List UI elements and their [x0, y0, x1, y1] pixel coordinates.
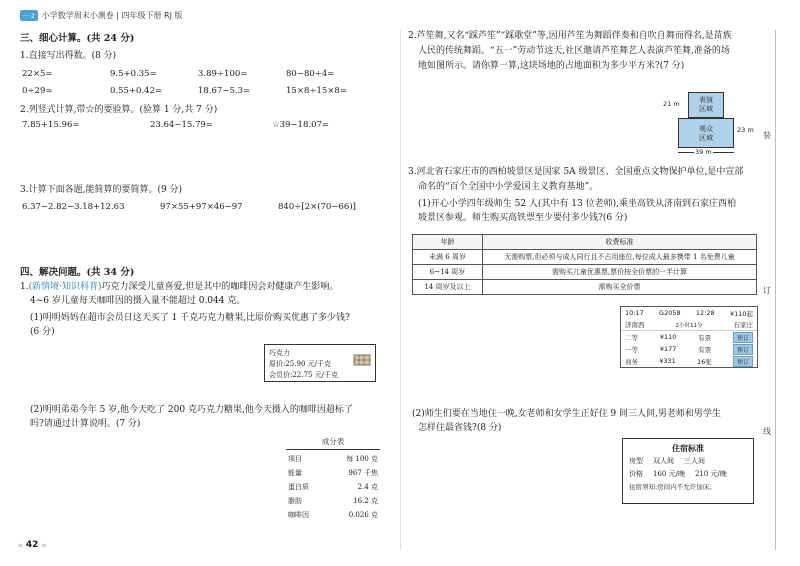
q1-item: 22×5= — [22, 69, 53, 79]
fee-age: 14 周岁及以上 — [413, 280, 483, 295]
stage-diagram — [660, 82, 760, 162]
fee-age: 未满 6 周岁 — [413, 250, 483, 265]
ticket-class-status: 有票 — [698, 345, 712, 354]
lodging-row-room — [629, 455, 747, 468]
nutrition-key: 蛋白质 — [288, 483, 309, 491]
ticket-class-status: 16张 — [696, 357, 712, 366]
q1-item: 3.89÷100= — [198, 69, 248, 79]
problem-3-line-2: 命名的“百个全国中小学爱国主义教育基地”。 — [418, 182, 599, 192]
nutrition-value: 2.4 克 — [357, 483, 378, 491]
column-divider — [400, 30, 401, 550]
ticket-from: 济南西 — [625, 321, 645, 329]
page-right-arrow-icon: » — [41, 540, 47, 550]
lodging-standard — [622, 438, 754, 504]
problem-1-sub-1-line-1: (1)明明妈妈在超市会员日这天买了 1 千克巧克力糖果,比原价购买优惠了多少钱? — [30, 313, 350, 323]
lodging-room-double: 双人间 — [653, 457, 674, 465]
nutrition-table — [286, 436, 380, 522]
chocolate-member-price: 会员价:22.75 元/千克 — [269, 371, 338, 379]
lodging-title: 住宿标准 — [672, 443, 704, 453]
ticket-train-number: G2058 — [659, 309, 681, 317]
table-row — [286, 480, 380, 494]
problem-1-number: 1. — [20, 282, 29, 292]
problem-2-line-1: 2.芦笙舞,又名“踩芦笙”“踩歌堂”等,因用芦笙为舞蹈伴奏和自吹自舞而得名,是苗族 — [408, 31, 732, 41]
ticket-class-status: 有票 — [698, 333, 712, 342]
problem-1-sub-1-line-2: (6 分) — [30, 327, 55, 337]
q3-item: 840÷[2×(70−66)] — [278, 202, 356, 212]
table-row — [286, 494, 380, 508]
audience-area: 观众 区域 — [678, 118, 734, 148]
section-4-title: 四、解决问题。(共 34 分) — [20, 267, 135, 278]
q1-item: 18.67−5.3= — [198, 86, 251, 96]
lodging-room-triple: 三人间 — [684, 457, 705, 465]
q2-item: 7.85+15.96= — [22, 120, 80, 130]
fee-header: 年龄 — [413, 235, 483, 250]
q1-title: 1.直接写出得数。(8 分) — [20, 51, 117, 61]
table-row — [286, 466, 380, 480]
table-row — [286, 508, 380, 522]
nutrition-key: 脂肪 — [288, 497, 302, 505]
fee-header: 收费标准 — [483, 235, 757, 250]
ticket-class-name: 二等 — [625, 333, 638, 342]
nutrition-value: 967 千焦 — [348, 469, 378, 477]
header-tag: 一 2 — [20, 10, 38, 21]
ticket-class-name: 商务 — [625, 357, 638, 366]
problem-2-line-2: 人民的传统舞蹈。“五一”劳动节这天,社区邀请芦笙舞艺人表演芦笙舞,准备的场 — [418, 46, 730, 56]
section-3-title: 三、细心计算。(共 24 分) — [20, 33, 135, 44]
q3-item: 97×55+97×46−97 — [160, 202, 243, 212]
train-ticket — [620, 306, 758, 368]
fee-rule: 需购买全价票 — [483, 280, 757, 295]
ticket-times — [621, 307, 757, 319]
q1-item: 0.55+0.42= — [110, 86, 163, 96]
q2-title: 2.列竖式计算,带☆的要验算。(验算 1 分,共 7 分) — [20, 105, 218, 115]
q3-item: 6.37−2.82−3.18+12.63 — [22, 202, 125, 212]
table-row — [413, 235, 757, 250]
fee-age: 6~14 周岁 — [413, 265, 483, 280]
problem-1-tag: (新情境·知识科普) — [28, 282, 102, 292]
dim-bottom-label: 39 m — [695, 148, 712, 156]
header-title: 小学数学周末小测卷 | 四年级下册 RJ 版 — [41, 11, 183, 20]
fee-rule: 无需购票,但必须与成人同行且不占用座位,每位成人最多携带 1 名免费儿童 — [483, 250, 757, 265]
page-left-arrow-icon: « — [18, 540, 23, 550]
problem-1-sub-2-line-2: 吗?请通过计算说明。(7 分) — [30, 419, 141, 429]
performance-area: 表演 区域 — [688, 92, 724, 118]
q3-title: 3.计算下面各题,能简算的要简算。(9 分) — [20, 185, 183, 195]
book-button[interactable]: 预订 — [733, 344, 753, 355]
q1-item: 0÷29= — [22, 86, 53, 96]
ticket-class-price: ¥177 — [659, 345, 677, 353]
ticket-to: 石家庄 — [733, 321, 753, 329]
chocolate-price-card — [264, 344, 376, 382]
problem-1-text: 巧克力深受儿童喜爱,但是其中的咖啡因会对健康产生影响。 — [101, 282, 339, 292]
problem-3-sub-1-line-2: 坡景区参观。师生购买高铁票至少要付多少钱?(6 分) — [418, 213, 628, 223]
ticket-class-row — [621, 331, 757, 343]
q1-item: 9.5+0.35= — [110, 69, 157, 79]
dim-right-label: 23 m — [737, 126, 754, 134]
problem-1-line-2: 4~6 岁儿童每天咖啡因的摄入量不能超过 0.044 克。 — [30, 296, 246, 306]
binding-rail — [775, 30, 776, 550]
q2-item: 23.64−15.79= — [150, 120, 213, 130]
ticket-class-price: ¥331 — [659, 357, 676, 365]
ticket-arrival-time: 12:28 — [695, 309, 715, 317]
ticket-duration: 2小时11分 — [675, 322, 703, 329]
problem-1-line-1 — [20, 281, 395, 293]
problem-3-sub-2-line-1: (2)师生们要在当地住一晚,女老师和女学生正好住 9 间三人间,男老师和男学生 — [412, 409, 721, 419]
page-number — [18, 540, 46, 550]
nutrition-title: 成分表 — [286, 436, 380, 450]
fee-table — [412, 234, 757, 295]
problem-3-line-1: 3.河北省石家庄市的西柏坡景区是国家 5A 级景区、全国重点文物保护单位,是中宣部 — [408, 167, 744, 177]
lodging-label: 价格 — [629, 470, 643, 478]
dim-left-label: 21 m — [663, 100, 680, 108]
problem-3-sub-1-line-1: (1)开心小学四年级师生 52 人(其中有 13 位老师),乘坐高铁从济南到石家庄西柏 — [418, 199, 736, 209]
header — [20, 10, 183, 21]
nutrition-value: 每 100 克 — [346, 455, 378, 463]
table-row — [286, 452, 380, 466]
rail-label: 线 — [763, 427, 771, 436]
ticket-class-price: ¥110 — [659, 333, 677, 341]
fee-rule: 需购买儿童优惠票,票价按全价票的一半计算 — [483, 265, 757, 280]
ticket-price-from: ¥110起 — [729, 309, 753, 318]
rail-label: 订 — [763, 286, 771, 295]
page-number-value: 42 — [25, 540, 39, 550]
q2-item: ☆39−18.07= — [272, 120, 330, 130]
book-button[interactable]: 预订 — [733, 356, 753, 367]
ticket-departure-time: 10:17 — [625, 309, 644, 317]
ticket-stations — [621, 319, 757, 331]
nutrition-key: 咖啡因 — [288, 511, 309, 519]
book-button[interactable]: 预订 — [733, 332, 753, 343]
lodging-price-double: 160 元/晚 — [653, 470, 685, 478]
nutrition-key: 项目 — [288, 455, 302, 463]
lodging-row-price — [629, 468, 747, 481]
chocolate-name: 巧克力 — [269, 349, 290, 357]
lodging-price-triple: 210 元/晚 — [694, 470, 727, 478]
lodging-label: 房型 — [629, 457, 643, 465]
rail-label: 装 — [763, 131, 771, 140]
table-row — [413, 250, 757, 265]
nutrition-key: 能量 — [288, 469, 302, 477]
problem-2-line-3: 地如图所示。请你算一算,这块场地的占地面积为多少平方米?(7 分) — [418, 61, 685, 71]
nutrition-value: 0.026 克 — [348, 511, 378, 519]
table-row — [413, 265, 757, 280]
lodging-note: 住宿须知:房间内不允许加床。 — [629, 483, 716, 491]
table-row — [413, 280, 757, 295]
q1-item: 80−80÷4= — [286, 69, 335, 79]
q1-item: 15×8÷15×8= — [286, 86, 347, 96]
chocolate-original-price: 原价:25.90 元/千克 — [269, 360, 331, 368]
ticket-class-row — [621, 343, 757, 355]
nutrition-value: 16.2 克 — [353, 497, 378, 505]
problem-3-sub-2-line-2: 怎样住最省钱?(8 分) — [418, 423, 502, 433]
chocolate-bar-icon — [353, 353, 371, 367]
problem-1-sub-2-line-1: (2)明明弟弟今年 5 岁,他今天吃了 200 克巧克力糖果,他今天摄入的咖啡因超标了 — [30, 405, 353, 415]
ticket-class-row — [621, 355, 757, 367]
ticket-class-name: 一等 — [625, 345, 638, 354]
